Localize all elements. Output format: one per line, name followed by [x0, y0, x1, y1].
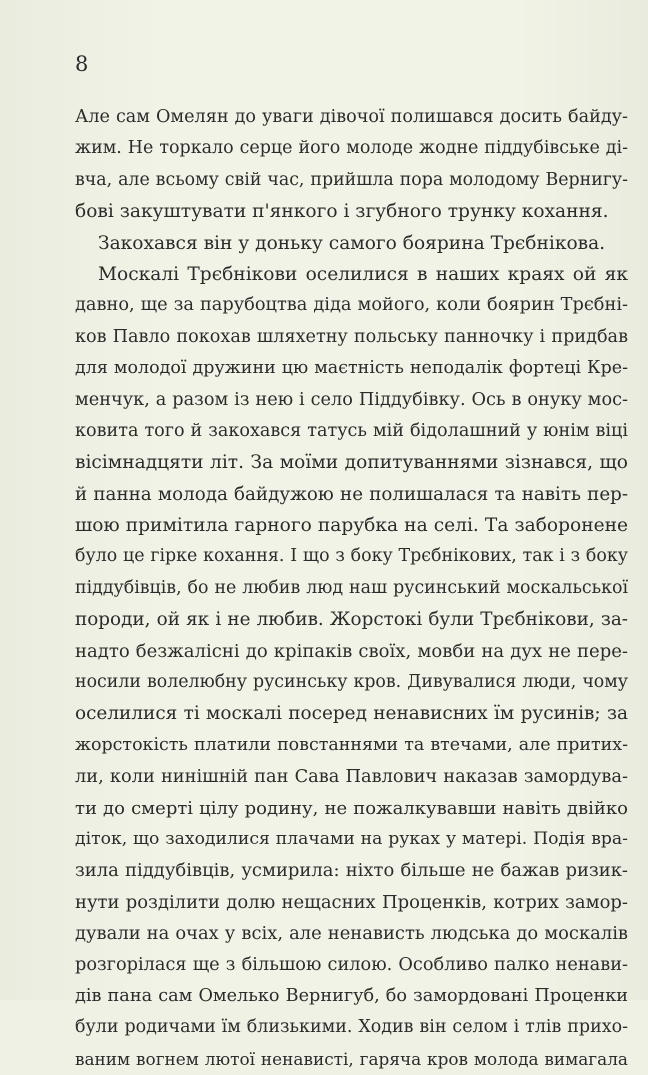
text-line: Закохався він у доньку самого боярина Трєбнікова.: [98, 232, 606, 254]
page-number: 8: [75, 52, 89, 76]
text-line: були родичами їм близькими. Ходив він селом і тлів прихо-: [75, 1017, 628, 1038]
text-line: бові закуштувати п'янкого і згубного трунку кохання.: [75, 201, 609, 223]
text-line: носили волелюбну русинську кров. Дивувалися люди, чому: [75, 672, 628, 693]
text-line: вісімнадцяти літ. За моїми допитуваннями зізнався, що: [75, 452, 628, 474]
text-line: зила піддубівців, усмирила: ніхто більше не бажав ризик-: [75, 860, 628, 882]
text-line: ковита того й закохався татусь мій бідолашний у юнім віці: [75, 420, 628, 441]
text-line: ков Павло покохав шляхетну польську панночку і придбав: [75, 326, 628, 347]
text-line: жорстокість платили повстаннями та втечами, але притих-: [75, 734, 628, 755]
text-line: дували на очах у всіх, але ненависть людська до москалів: [75, 923, 628, 945]
text-line: піддубівців, бо не любив люд наш русинський москальської: [75, 577, 628, 598]
text-line: ваним вогнем лютої ненависті, гаряча кров молода вимагала: [75, 1048, 628, 1069]
text-line: нути розділити долю нещасних Проценків, котрих замор-: [75, 891, 628, 913]
text-line: діток, що заходилися плачами на руках у матері. Подія вра-: [75, 828, 628, 849]
text-line: дів пана сам Омелько Вернигуб, бо замордовані Проценки: [75, 985, 628, 1006]
text-line: Але сам Омелян до уваги дівочої полишався досить байду-: [75, 107, 628, 127]
text-line: розгорілася ще з більшою силою. Особливо палко ненави-: [75, 954, 628, 975]
text-line: давно, ще за парубоцтва діда мойого, коли боярин Трєбні-: [75, 295, 628, 316]
text-line: й панна молода байдужою не полишалася та навіть пер-: [75, 483, 628, 505]
text-line: ти до смерті цілу родину, не пожалкувавши навіть двійко: [75, 797, 628, 819]
text-line: надто безжалісні до кріпаків своїх, мовби на дух не пере-: [75, 640, 628, 662]
body-text: [75, 102, 628, 1075]
text-line: менчук, а разом із нею і село Піддубівку. Ось в онуку мос-: [75, 389, 628, 410]
text-line: оселилися ті москалі посеред ненависних їм русинів; за: [75, 703, 628, 725]
text-line: Москалі Трєбнікови оселилися в наших краях ой як: [98, 263, 628, 285]
text-line: для молодої дружини цю маєтність неподалік фортеці Кре-: [75, 358, 628, 379]
text-line: ли, коли нинішній пан Сава Павлович наказав замордува-: [75, 766, 628, 788]
text-line: було це гірке кохання. І що з боку Трєбнікових, так і з боку: [75, 546, 628, 567]
text-line: шою примітила гарного парубка на селі. Та заборонене: [75, 515, 628, 537]
text-line: жим. Не торкало серце його молоде жодне піддубівське ді-: [75, 138, 628, 159]
text-line: вча, але всьому свій час, прийшла пора молодому Вернигу-: [75, 169, 628, 190]
text-line: породи, ой як і не любив. Жорстокі були Трєбнікови, за-: [75, 609, 628, 631]
